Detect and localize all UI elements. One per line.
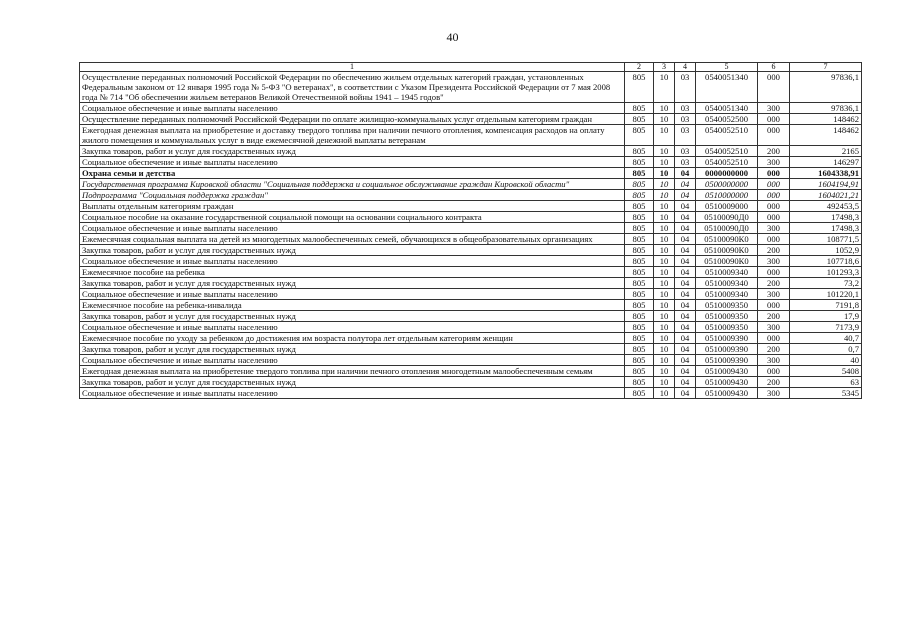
row-name-cell: Осуществление переданных полномочий Российской Федерации по обеспечению жильем отдельных категорий граждан, установленных Федеральным законом от 12 января 1995 года № 5-ФЗ "О ветеранах", в соответствии с Указом Президента Российской Федерации от 7 мая 2008 года № 714 "Об обеспечении жильем ветеранов Великой Отечественной войны 1941 – 1945 годов" xyxy=(80,72,625,103)
expense-type-cell: 000 xyxy=(758,300,790,311)
row-name-cell: Ежемесячная социальная выплата на детей из многодетных малообеспеченных семей, обучающихся в общеобразовательных организациях xyxy=(80,234,625,245)
row-name-cell: Подпрограмма "Социальная поддержка граждан" xyxy=(80,190,625,201)
table-row xyxy=(80,300,862,311)
row-name-cell: Социальное обеспечение и иные выплаты населению xyxy=(80,289,625,300)
amount-cell: 1604338,91 xyxy=(790,168,862,179)
admin-code-cell: 805 xyxy=(625,125,654,146)
admin-code-cell: 805 xyxy=(625,344,654,355)
table-row xyxy=(80,344,862,355)
row-name-cell: Социальное обеспечение и иные выплаты населению xyxy=(80,223,625,234)
subsection-cell: 03 xyxy=(675,157,696,168)
amount-cell: 7191,8 xyxy=(790,300,862,311)
table-row xyxy=(80,245,862,256)
column-header: 6 xyxy=(758,63,790,72)
section-cell: 10 xyxy=(654,300,675,311)
table-row xyxy=(80,146,862,157)
subsection-cell: 03 xyxy=(675,125,696,146)
admin-code-cell: 805 xyxy=(625,201,654,212)
target-code-cell: 0540052510 xyxy=(696,125,758,146)
row-name-cell: Ежегодная денежная выплата на приобретение и доставку твердого топлива при наличии печного отопления, компенсация расходов на оплату жилого помещения и коммунальных услуг в виде ежемесячной денежной выплаты ветеранам xyxy=(80,125,625,146)
row-name-cell: Ежегодная денежная выплата на приобретение твердого топлива при наличии печного отопления многодетным малообеспеченным семьям xyxy=(80,366,625,377)
section-cell: 10 xyxy=(654,344,675,355)
section-cell: 10 xyxy=(654,103,675,114)
expense-type-cell: 000 xyxy=(758,168,790,179)
table-body xyxy=(80,63,862,399)
section-cell: 10 xyxy=(654,201,675,212)
expense-type-cell: 000 xyxy=(758,234,790,245)
subsection-cell: 04 xyxy=(675,179,696,190)
table-row xyxy=(80,212,862,223)
expense-type-cell: 300 xyxy=(758,388,790,399)
row-name-cell: Закупка товаров, работ и услуг для государственных нужд xyxy=(80,311,625,322)
section-cell: 10 xyxy=(654,366,675,377)
admin-code-cell: 805 xyxy=(625,333,654,344)
section-cell: 10 xyxy=(654,72,675,103)
expense-type-cell: 300 xyxy=(758,289,790,300)
expense-type-cell: 000 xyxy=(758,190,790,201)
section-cell: 10 xyxy=(654,289,675,300)
target-code-cell: 0510009350 xyxy=(696,311,758,322)
subsection-cell: 03 xyxy=(675,72,696,103)
target-code-cell: 0510009000 xyxy=(696,201,758,212)
admin-code-cell: 805 xyxy=(625,267,654,278)
amount-cell: 1052,9 xyxy=(790,245,862,256)
target-code-cell: 0500000000 xyxy=(696,179,758,190)
subsection-cell: 03 xyxy=(675,146,696,157)
amount-cell: 146297 xyxy=(790,157,862,168)
expense-type-cell: 000 xyxy=(758,267,790,278)
target-code-cell: 0510009430 xyxy=(696,377,758,388)
admin-code-cell: 805 xyxy=(625,366,654,377)
target-code-cell: 0510009350 xyxy=(696,300,758,311)
admin-code-cell: 805 xyxy=(625,300,654,311)
admin-code-cell: 805 xyxy=(625,278,654,289)
amount-cell: 0,7 xyxy=(790,344,862,355)
section-cell: 10 xyxy=(654,322,675,333)
section-cell: 10 xyxy=(654,388,675,399)
section-cell: 10 xyxy=(654,256,675,267)
admin-code-cell: 805 xyxy=(625,157,654,168)
amount-cell: 17498,3 xyxy=(790,223,862,234)
section-cell: 10 xyxy=(654,223,675,234)
expense-type-cell: 000 xyxy=(758,333,790,344)
target-code-cell: 0510009340 xyxy=(696,278,758,289)
column-header: 5 xyxy=(696,63,758,72)
admin-code-cell: 805 xyxy=(625,114,654,125)
subsection-cell: 04 xyxy=(675,278,696,289)
row-name-cell: Закупка товаров, работ и услуг для государственных нужд xyxy=(80,245,625,256)
expense-type-cell: 000 xyxy=(758,212,790,223)
row-name-cell: Ежемесячное пособие по уходу за ребенком до достижения им возраста полутора лет отдельным категориям женщин xyxy=(80,333,625,344)
target-code-cell: 05100090К0 xyxy=(696,256,758,267)
target-code-cell: 0510009340 xyxy=(696,267,758,278)
row-name-cell: Закупка товаров, работ и услуг для государственных нужд xyxy=(80,146,625,157)
expense-type-cell: 000 xyxy=(758,201,790,212)
subsection-cell: 04 xyxy=(675,267,696,278)
section-cell: 10 xyxy=(654,245,675,256)
amount-cell: 492453,5 xyxy=(790,201,862,212)
section-cell: 10 xyxy=(654,267,675,278)
amount-cell: 7173,9 xyxy=(790,322,862,333)
admin-code-cell: 805 xyxy=(625,289,654,300)
section-cell: 10 xyxy=(654,355,675,366)
expense-type-cell: 200 xyxy=(758,245,790,256)
subsection-cell: 04 xyxy=(675,223,696,234)
expense-type-cell: 200 xyxy=(758,278,790,289)
subsection-cell: 03 xyxy=(675,114,696,125)
subsection-cell: 04 xyxy=(675,234,696,245)
row-name-cell: Осуществление переданных полномочий Российской Федерации по оплате жилищно-коммунальных услуг отдельным категориям граждан xyxy=(80,114,625,125)
subsection-cell: 04 xyxy=(675,366,696,377)
target-code-cell: 0510009390 xyxy=(696,344,758,355)
target-code-cell: 0540052510 xyxy=(696,157,758,168)
table-row xyxy=(80,267,862,278)
row-name-cell: Социальное обеспечение и иные выплаты населению xyxy=(80,103,625,114)
target-code-cell: 05100090К0 xyxy=(696,245,758,256)
target-code-cell: 0510009390 xyxy=(696,355,758,366)
admin-code-cell: 805 xyxy=(625,103,654,114)
expense-type-cell: 000 xyxy=(758,72,790,103)
section-cell: 10 xyxy=(654,234,675,245)
expense-type-cell: 000 xyxy=(758,366,790,377)
section-cell: 10 xyxy=(654,114,675,125)
target-code-cell: 0000000000 xyxy=(696,168,758,179)
amount-cell: 107718,6 xyxy=(790,256,862,267)
target-code-cell: 0540051340 xyxy=(696,103,758,114)
subsection-cell: 03 xyxy=(675,103,696,114)
section-cell: 10 xyxy=(654,212,675,223)
expense-type-cell: 000 xyxy=(758,114,790,125)
amount-cell: 63 xyxy=(790,377,862,388)
column-header: 2 xyxy=(625,63,654,72)
row-name-cell: Ежемесячное пособие на ребенка xyxy=(80,267,625,278)
admin-code-cell: 805 xyxy=(625,212,654,223)
admin-code-cell: 805 xyxy=(625,355,654,366)
admin-code-cell: 805 xyxy=(625,72,654,103)
amount-cell: 148462 xyxy=(790,125,862,146)
table-row xyxy=(80,366,862,377)
table-row xyxy=(80,72,862,103)
admin-code-cell: 805 xyxy=(625,223,654,234)
section-cell: 10 xyxy=(654,190,675,201)
page-number: 40 xyxy=(446,30,459,44)
admin-code-cell: 805 xyxy=(625,311,654,322)
row-name-cell: Социальное обеспечение и иные выплаты населению xyxy=(80,355,625,366)
row-name-cell: Социальное пособие на оказание государственной социальной помощи на основании социального контракта xyxy=(80,212,625,223)
section-cell: 10 xyxy=(654,168,675,179)
target-code-cell: 0540052510 xyxy=(696,146,758,157)
table-row xyxy=(80,256,862,267)
table-row xyxy=(80,223,862,234)
expense-type-cell: 300 xyxy=(758,223,790,234)
target-code-cell: 05100090Д0 xyxy=(696,212,758,223)
amount-cell: 40,7 xyxy=(790,333,862,344)
row-name-cell: Выплаты отдельным категориям граждан xyxy=(80,201,625,212)
target-code-cell: 05100090К0 xyxy=(696,234,758,245)
row-name-cell: Ежемесячное пособие на ребенка-инвалида xyxy=(80,300,625,311)
expense-type-cell: 300 xyxy=(758,157,790,168)
subsection-cell: 04 xyxy=(675,245,696,256)
admin-code-cell: 805 xyxy=(625,256,654,267)
column-header: 7 xyxy=(790,63,862,72)
expense-type-cell: 200 xyxy=(758,344,790,355)
column-header: 1 xyxy=(80,63,625,72)
amount-cell: 5408 xyxy=(790,366,862,377)
budget-table xyxy=(79,62,862,399)
amount-cell: 2165 xyxy=(790,146,862,157)
subsection-cell: 04 xyxy=(675,289,696,300)
admin-code-cell: 805 xyxy=(625,146,654,157)
target-code-cell: 0510009340 xyxy=(696,289,758,300)
amount-cell: 5345 xyxy=(790,388,862,399)
amount-cell: 108771,5 xyxy=(790,234,862,245)
section-cell: 10 xyxy=(654,146,675,157)
section-cell: 10 xyxy=(654,377,675,388)
row-name-cell: Государственная программа Кировской области "Социальная поддержка и социальное обслуживание граждан Кировской области" xyxy=(80,179,625,190)
row-name-cell: Социальное обеспечение и иные выплаты населению xyxy=(80,157,625,168)
amount-cell: 148462 xyxy=(790,114,862,125)
row-name-cell: Закупка товаров, работ и услуг для государственных нужд xyxy=(80,278,625,289)
admin-code-cell: 805 xyxy=(625,190,654,201)
row-name-cell: Закупка товаров, работ и услуг для государственных нужд xyxy=(80,377,625,388)
subsection-cell: 04 xyxy=(675,377,696,388)
table-row xyxy=(80,322,862,333)
section-cell: 10 xyxy=(654,278,675,289)
subsection-cell: 04 xyxy=(675,311,696,322)
amount-cell: 101220,1 xyxy=(790,289,862,300)
row-name-cell: Охрана семьи и детства xyxy=(80,168,625,179)
subsection-cell: 04 xyxy=(675,190,696,201)
table-row xyxy=(80,355,862,366)
section-cell: 10 xyxy=(654,157,675,168)
target-code-cell: 0540052500 xyxy=(696,114,758,125)
expense-type-cell: 000 xyxy=(758,125,790,146)
table-row xyxy=(80,234,862,245)
table-row xyxy=(80,168,862,179)
amount-cell: 17498,3 xyxy=(790,212,862,223)
section-cell: 10 xyxy=(654,333,675,344)
amount-cell: 1604194,91 xyxy=(790,179,862,190)
table-row xyxy=(80,179,862,190)
amount-cell: 97836,1 xyxy=(790,103,862,114)
row-name-cell: Социальное обеспечение и иные выплаты населению xyxy=(80,256,625,267)
amount-cell: 40 xyxy=(790,355,862,366)
target-code-cell: 0510009430 xyxy=(696,388,758,399)
section-cell: 10 xyxy=(654,179,675,190)
target-code-cell: 0510009430 xyxy=(696,366,758,377)
subsection-cell: 04 xyxy=(675,256,696,267)
table-row xyxy=(80,114,862,125)
table-row xyxy=(80,311,862,322)
table-row xyxy=(80,157,862,168)
subsection-cell: 04 xyxy=(675,168,696,179)
admin-code-cell: 805 xyxy=(625,234,654,245)
target-code-cell: 0510009350 xyxy=(696,322,758,333)
row-name-cell: Социальное обеспечение и иные выплаты населению xyxy=(80,322,625,333)
section-cell: 10 xyxy=(654,311,675,322)
amount-cell: 17,9 xyxy=(790,311,862,322)
subsection-cell: 04 xyxy=(675,322,696,333)
expense-type-cell: 300 xyxy=(758,103,790,114)
expense-type-cell: 200 xyxy=(758,311,790,322)
admin-code-cell: 805 xyxy=(625,377,654,388)
table-row xyxy=(80,278,862,289)
subsection-cell: 04 xyxy=(675,300,696,311)
target-code-cell: 05100090Д0 xyxy=(696,223,758,234)
admin-code-cell: 805 xyxy=(625,179,654,190)
expense-type-cell: 300 xyxy=(758,256,790,267)
column-header: 4 xyxy=(675,63,696,72)
expense-type-cell: 000 xyxy=(758,179,790,190)
expense-type-cell: 300 xyxy=(758,322,790,333)
table-row xyxy=(80,333,862,344)
amount-cell: 97836,1 xyxy=(790,72,862,103)
admin-code-cell: 805 xyxy=(625,168,654,179)
table-row xyxy=(80,190,862,201)
table-row xyxy=(80,289,862,300)
table-row xyxy=(80,125,862,146)
column-number-row xyxy=(80,63,862,72)
target-code-cell: 0510000000 xyxy=(696,190,758,201)
row-name-cell: Закупка товаров, работ и услуг для государственных нужд xyxy=(80,344,625,355)
admin-code-cell: 805 xyxy=(625,322,654,333)
subsection-cell: 04 xyxy=(675,388,696,399)
target-code-cell: 0540051340 xyxy=(696,72,758,103)
subsection-cell: 04 xyxy=(675,344,696,355)
amount-cell: 73,2 xyxy=(790,278,862,289)
row-name-cell: Социальное обеспечение и иные выплаты населению xyxy=(80,388,625,399)
table-row xyxy=(80,201,862,212)
expense-type-cell: 200 xyxy=(758,146,790,157)
section-cell: 10 xyxy=(654,125,675,146)
table-row xyxy=(80,388,862,399)
subsection-cell: 04 xyxy=(675,212,696,223)
target-code-cell: 0510009390 xyxy=(696,333,758,344)
subsection-cell: 04 xyxy=(675,201,696,212)
subsection-cell: 04 xyxy=(675,355,696,366)
admin-code-cell: 805 xyxy=(625,388,654,399)
table-row xyxy=(80,377,862,388)
admin-code-cell: 805 xyxy=(625,245,654,256)
expense-type-cell: 300 xyxy=(758,355,790,366)
expense-type-cell: 200 xyxy=(758,377,790,388)
subsection-cell: 04 xyxy=(675,333,696,344)
column-header: 3 xyxy=(654,63,675,72)
table-row xyxy=(80,103,862,114)
amount-cell: 1604021,21 xyxy=(790,190,862,201)
amount-cell: 101293,3 xyxy=(790,267,862,278)
